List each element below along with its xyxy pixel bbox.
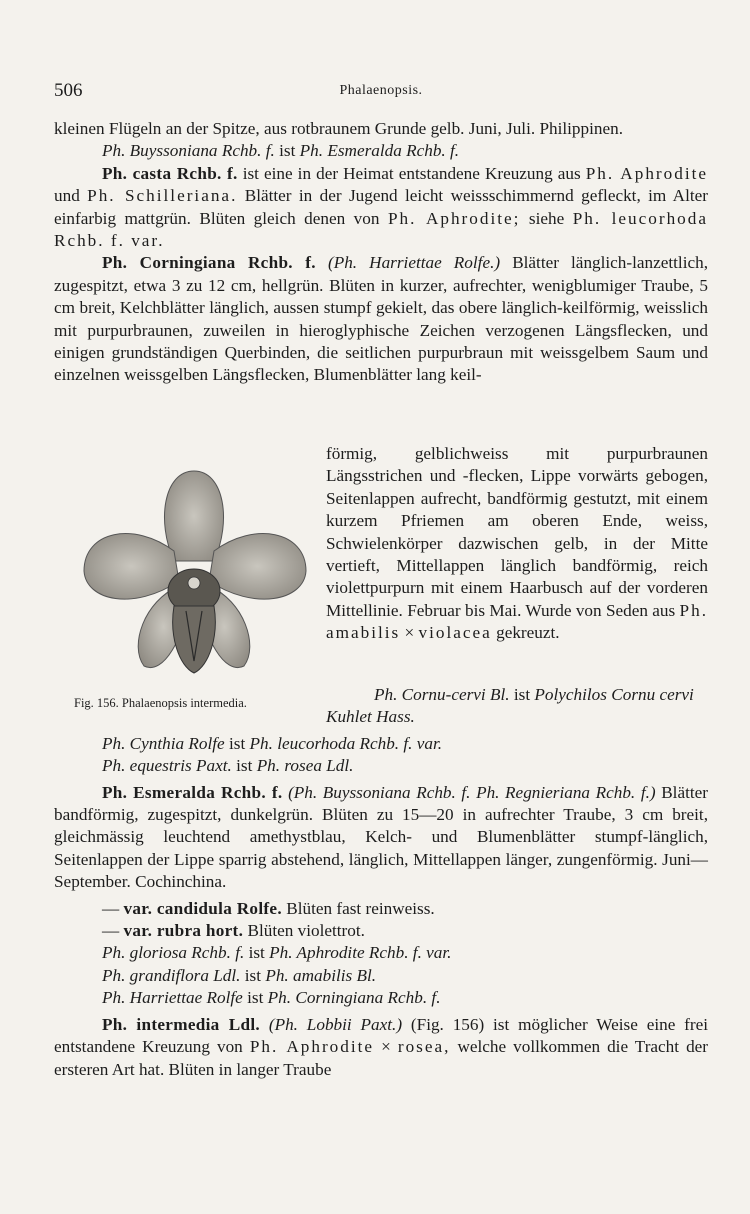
entry-esmeralda: Ph. Esmeralda Rchb. f. (Ph. Buyssoniana Rchb. f. Ph. Regnieriana Rchb. f.) Blätter bandförmig, zugespitzt, dunkelgrün. Blüten zu 15—20 in aufrechter Traube, 3 cm breit, gleichmässig leuchtend amethystblau, Kelch- und Blumenblätter stumpf-länglich, Seitenlappen der Lippe sparrig abstehend, länglich, Mittellappen länger, zungenförmig. Juni—September. Cochinchina.: [54, 782, 708, 892]
variety-rubra: — var. rubra hort. Blüten violettrot.: [102, 921, 365, 941]
cross-reference-cornu-cervi: Ph. Cornu-cervi Bl. ist Polychilos Cornu cervi Kuhlet Hass.: [326, 685, 694, 727]
cross-reference-gloriosa: Ph. gloriosa Rchb. f. ist Ph. Aphrodite Rchb. f. var.: [102, 943, 452, 963]
cross-reference-cynthia: Ph. Cynthia Rolfe ist Ph. leucorhoda Rchb. f. var.: [102, 733, 443, 753]
entry-intermedia: Ph. intermedia Ldl. (Ph. Lobbii Paxt.) (Fig. 156) ist möglicher Weise eine frei entstandene Kreuzung von Ph. Aphrodite × rosea, welche vollkommen die Tracht der ersteren Art hat. Blüten in langer Traube: [54, 1014, 709, 1079]
running-title: Phalaenopsis.: [339, 83, 423, 98]
entry-casta: Ph. casta Rchb. f. ist eine in der Heimat entstandene Kreuzung aus Ph. Aphrodite und Ph. Schilleriana. Blätter in der Jugend leicht weissschimmernd gefleckt, im Alter einfarbig mattgrün. Blüten gleich denen von Ph. Aphrodite; siehe Ph. leucorhoda Rchb. f. var.: [54, 163, 708, 251]
variety-candidula: — var. candidula Rolfe. Blüten fast reinweiss.: [102, 898, 435, 918]
cross-reference-grandiflora: Ph. grandiflora Ldl. ist Ph. amabilis Bl.: [102, 965, 377, 985]
cross-reference-buyssoniana: Ph. Buyssoniana Rchb. f. ist Ph. Esmeralda Rchb. f.: [102, 141, 460, 161]
species-name: Ph. intermedia Ldl.: [102, 1014, 261, 1034]
species-name: Ph. casta Rchb. f.: [102, 163, 238, 183]
cross-reference-harriettae: Ph. Harriettae Rolfe ist Ph. Corningiana Rchb. f.: [102, 988, 441, 1008]
cross-reference-equestris: Ph. equestris Paxt. ist Ph. rosea Ldl.: [102, 756, 354, 776]
species-name: Ph. Esmeralda Rchb. f.: [102, 782, 283, 802]
orchid-illustration: [74, 461, 314, 691]
figure-caption: Fig. 156. Phalaenopsis intermedia.: [74, 696, 247, 710]
entry-corningiana: Ph. Corningiana Rchb. f. (Ph. Harriettae Rolfe.) Blätter länglich-lanzettlich, zugespitzt, etwa 3 zu 12 cm, hellgrün. Blüten in kurzer, aufrechter, wenigblumiger Traube, 5 cm breit, Kelchblätter länglich, aussen stumpf gekielt, das obere länglich-keilförmig, weisslich mit purpurbraunen, zuweilen in hieroglyphische Zeichen verzogenen Längsflecken, und einigen grundständigen Querbinden, die seitlichen purpurbraun mit weissgelbem Saum und einzelnen weissgelben Längsflecken, Blumenblätter lang keil-: [54, 253, 708, 385]
text-block-top: [54, 118, 708, 387]
entry-corningiana-continued: förmig, gelblichweiss mit purpurbraunen Längsstrichen und -flecken, Lippe vorwärts gebogen, Seitenlappen aufrecht, bandförmig gestutzt, mit einem kurzem Pfriemen am oberen Ende, weiss, Schwielenkörper dazwischen gelb, in der Mitte vertieft, Mittellappen länglich bandförmig, reich violettpurpurn mit einem Haarbusch auf der vorderen Mittellinie. Februar bis Mai. Wurde von Seden aus Ph. amabilis × violacea gekreuzt.: [326, 444, 708, 643]
figure-section: [54, 443, 708, 718]
figure-156: [54, 443, 326, 718]
page-header: [54, 80, 708, 102]
page-number: 506: [54, 80, 83, 101]
species-name: Ph. Corningiana Rchb. f.: [102, 253, 316, 273]
paragraph-continuation: kleinen Flügeln an der Spitze, aus rotbraunem Grunde gelb. Juni, Juli. Philippinen.: [54, 119, 624, 138]
